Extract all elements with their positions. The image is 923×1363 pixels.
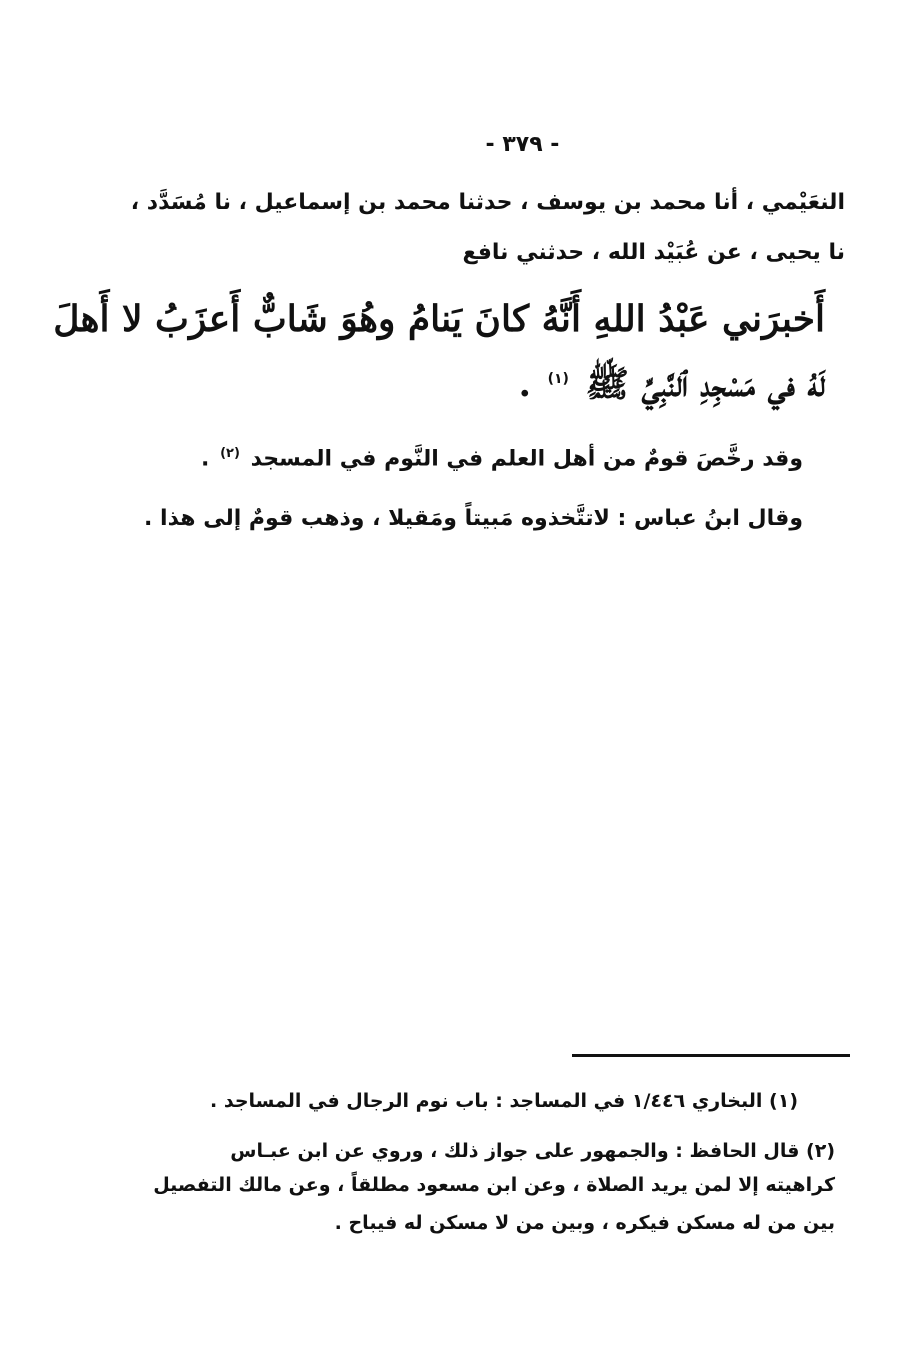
hadith-text-line-1: أَخبرَني عَبْدُ اللهِ أَنَّهُ كانَ يَنامُ وهُوَ شَابٌّ أَعزَبُ لا أَهلَ [53, 298, 825, 340]
footnote-2-line-3: بين من له مسكن فيكره ، وبين من لا مسكن له فيباح . [334, 1212, 835, 1234]
isnad-line-2: نا يحيى ، عن عُبَيْد الله ، حدثني نافع [462, 240, 845, 265]
hadith-text-line-2 [518, 362, 825, 414]
hadith-text-end: . [518, 363, 532, 405]
footnote-2-line-2: كراهيته إلا لمن يريد الصلاة ، وعن ابن مسعود مطلقاً ، وعن مالك التفصيل [153, 1174, 835, 1196]
footnote-1: (١) البخاري ١/٤٤٦ في المساجد : باب نوم الرجال في المساجد . [210, 1090, 798, 1112]
footnote-ref-1: (١) [547, 371, 569, 387]
commentary-line-1 [201, 446, 803, 471]
isnad-line-1: النعَيْمي ، أنا محمد بن يوسف ، حدثنا محمد بن إسماعيل ، نا مُسَدَّد ، [130, 190, 845, 215]
page-number: - ٣٧٩ - [485, 132, 560, 157]
commentary-line-2: وقال ابنُ عباس : لاتتَّخذوه مَبيتاً ومَقيلا ، وذهب قومٌ إلى هذا . [144, 506, 803, 531]
hadith-text-line-2-words: لَهُ في مَسْجِدِ ٱلنَّبِيِّ ﷺ [585, 363, 825, 405]
commentary-line-1-end: . [201, 446, 210, 472]
footnote-2-line-1: (٢) قال الحافظ : والجمهور على جواز ذلك ، وروي عن ابن عبـاس [230, 1140, 835, 1162]
footnote-separator [572, 1054, 850, 1057]
commentary-line-1-words: وقد رخَّصَ قومٌ من أهل العلم في النَّوم في المسجد [250, 446, 803, 472]
footnote-ref-2: (٢) [220, 446, 240, 461]
